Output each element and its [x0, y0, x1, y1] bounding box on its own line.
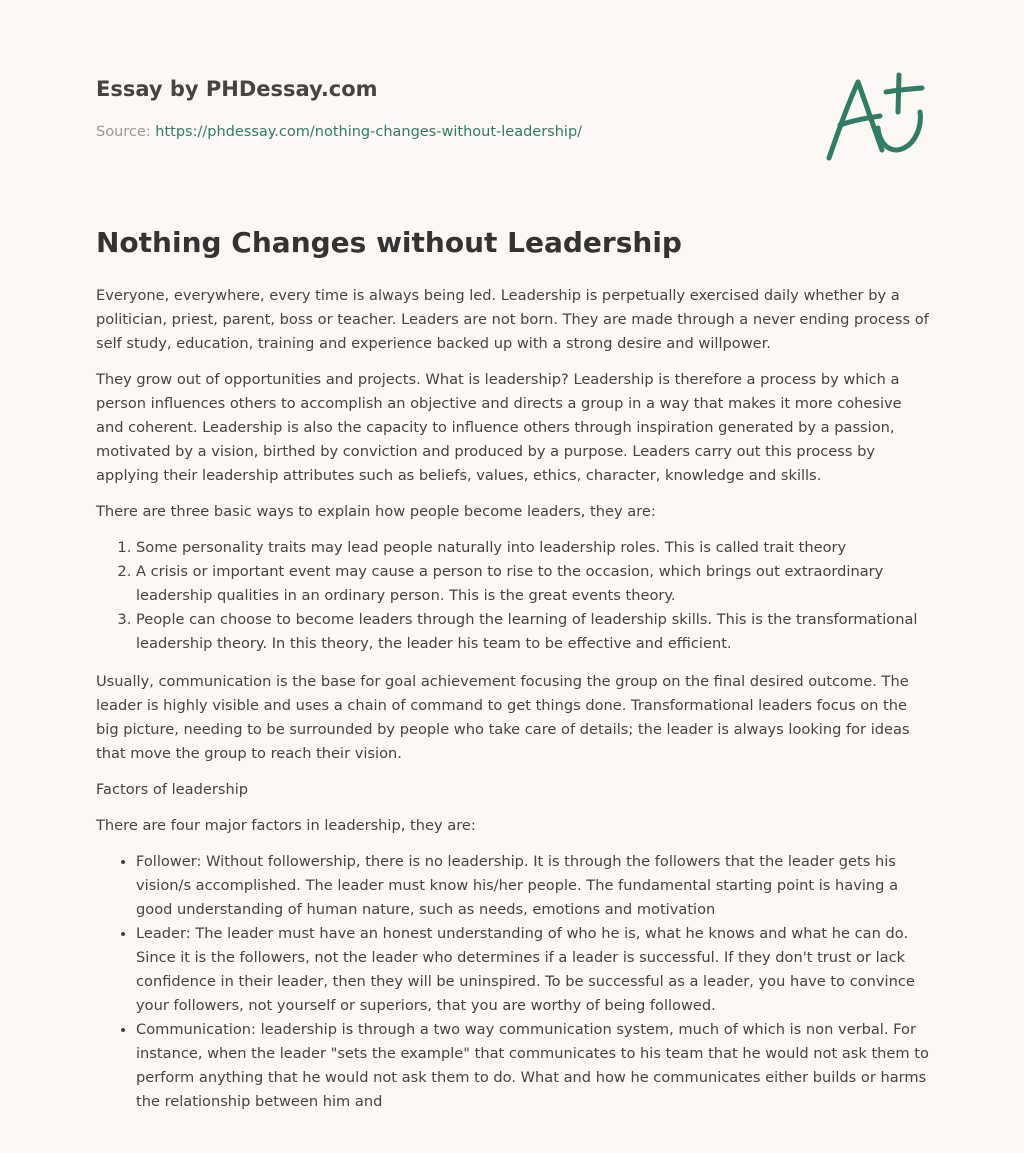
list-item: • Leader: The leader must have an honest understanding of who he is, what he knows and what he can do. Since it is the followers, not the leader who determines if a leader is successful. If they don't trust or lack confidence in their leader, then they will be uninspired. To be successful as a leader, you have to convince your followers, not yourself or superiors, that you are worthy of being followed. — [136, 922, 930, 1018]
section-heading: Factors of leadership — [96, 781, 249, 798]
paragraph: Usually, communication is the base for goal achievement focusing the group on the final desired outcome. The leader is highly visible and uses a chain of command to get things done. Transformational leaders focus on the big picture, needing to be surrounded by people who take care of details; the leader is always looking for ideas that move the group to reach their vision. — [96, 673, 910, 762]
list-item: 2. A crisis or important event may cause a person to rise to the occasion, which brings out extraordinary leadership qualities in an ordinary person. This is the great events theory. — [136, 560, 930, 608]
paragraph: There are three basic ways to explain how people become leaders, they are: — [96, 503, 656, 520]
essay-body — [96, 284, 930, 1128]
site-title: Essay by PHDessay.com — [96, 77, 378, 101]
essay-title: Nothing Changes without Leadership — [96, 226, 682, 259]
a-plus-grade-icon — [822, 68, 928, 166]
source-line — [96, 124, 582, 140]
ways-list — [96, 536, 930, 656]
source-link[interactable]: https://phdessay.com/nothing-changes-without-leadership/ — [155, 124, 583, 140]
list-item: • Follower: Without followership, there is no leadership. It is through the followers that the leader gets his vision/s accomplished. The leader must know his/her people. The fundamental starting point is having a good understanding of human nature, such as needs, emotions and motivation — [136, 850, 930, 922]
paragraph: They grow out of opportunities and projects. What is leadership? Leadership is therefore a process by which a person influences others to accomplish an objective and directs a group in a way that makes it more cohesive and coherent. Leadership is also the capacity to influence others through inspiration generated by a passion, motivated by a vision, birthed by conviction and produced by a purpose. Leaders carry out this process by applying their leadership attributes such as beliefs, values, ethics, character, knowledge and skills. — [96, 371, 902, 484]
list-item: • Communication: leadership is through a two way communication system, much of which is non verbal. For instance, when the leader "sets the example" that communicates to his team that he would not ask them to perform anything that he would not ask them to do. What and how he communicates either builds or harms the relationship between him and — [136, 1018, 930, 1114]
paragraph: Everyone, everywhere, every time is always being led. Leadership is perpetually exercised daily whether by a politician, priest, parent, boss or teacher. Leaders are not born. They are made through a never ending process of self study, education, training and experience backed up with a strong desire and willpower. — [96, 287, 929, 352]
list-item: 1. Some personality traits may lead people naturally into leadership roles. This is called trait theory — [136, 536, 930, 560]
factors-list — [96, 850, 930, 1114]
paragraph: There are four major factors in leadership, they are: — [96, 817, 476, 834]
source-label: Source: — [96, 124, 156, 140]
list-item: 3. People can choose to become leaders through the learning of leadership skills. This is the transformational leadership theory. In this theory, the leader his team to be effective and efficient. — [136, 608, 930, 656]
